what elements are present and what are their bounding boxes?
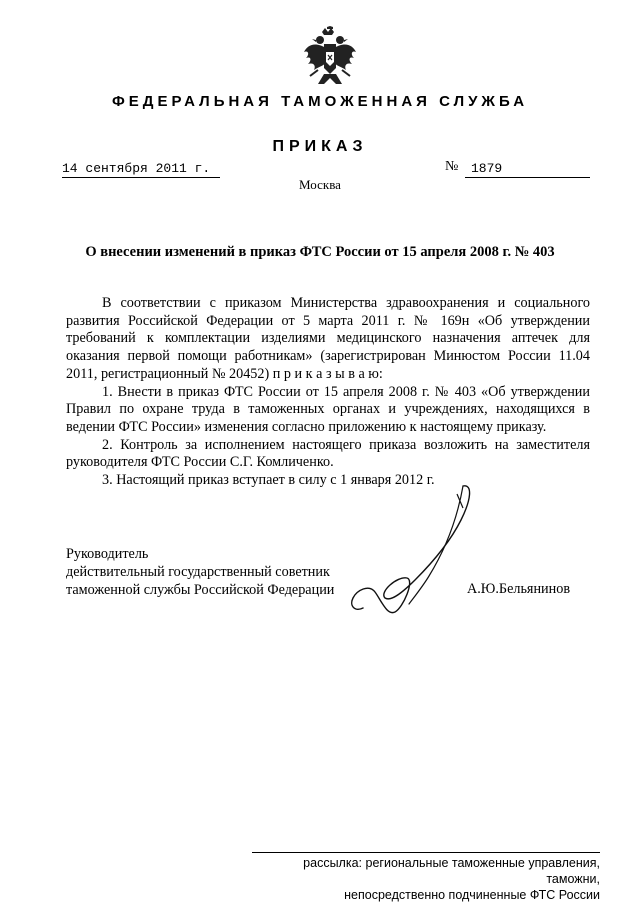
order-item-3: 3. Настоящий приказ вступает в силу с 1 января 2012 г.	[102, 472, 435, 489]
distribution-list	[252, 855, 600, 903]
distribution-line-2: непосредственно подчиненные ФТС России	[344, 888, 600, 902]
preamble-paragraph: В соответствии с приказом Министерства здравоохранения и социального развития Российской Федерации от 5 марта 2011 г. № 169н «Об утверждении требований к комплектации изделиями медицинского назначения аптечек для оказания первой помощи работникам» (зарегистрирован Минюстом России 11.04 2011, регистрационный № 20452) п р и к а з ы в а ю:	[66, 295, 590, 382]
russian-coat-of-arms-icon	[302, 26, 358, 88]
order-number	[465, 161, 590, 178]
order-item-2: 2. Контроль за исполнением настоящего приказа возложить на заместителя руководителя ФТС России С.Г. Комличенко.	[66, 436, 590, 471]
handwritten-signature	[345, 480, 475, 630]
city: Москва	[299, 177, 341, 192]
order-number-value: 1879	[471, 161, 503, 176]
distribution-line-1: рассылка: региональные таможенные управления, таможни,	[303, 856, 600, 886]
order-item-1: 1. Внести в приказ ФТС России от 15 апреля 2008 г. № 403 «Об утверждении Правил по охране труда в таможенных органах и учреждениях, находящихся в ведении ФТС России» изменения согласно приложению к настоящему приказу.	[66, 383, 590, 435]
order-date: 14 сентября 2011 г.	[62, 161, 220, 178]
signer-title-line-1: Руководитель	[66, 546, 149, 562]
document-body	[66, 295, 590, 490]
signer-name: А.Ю.Бельянинов	[467, 581, 571, 597]
distribution-divider	[252, 852, 600, 853]
signer-title-line-3: таможенной службы Российской Федерации	[66, 582, 335, 598]
signer-title-line-2: действительный государственный советник	[66, 564, 330, 580]
number-sign: №	[445, 159, 459, 174]
document-title: О внесении изменений в приказ ФТС России от 15 апреля 2008 г. № 403	[85, 244, 555, 260]
agency-name: ФЕДЕРАЛЬНАЯ ТАМОЖЕННАЯ СЛУЖБА	[111, 93, 529, 110]
document-type-heading: ПРИКАЗ	[272, 138, 368, 155]
signer-block	[66, 545, 334, 599]
